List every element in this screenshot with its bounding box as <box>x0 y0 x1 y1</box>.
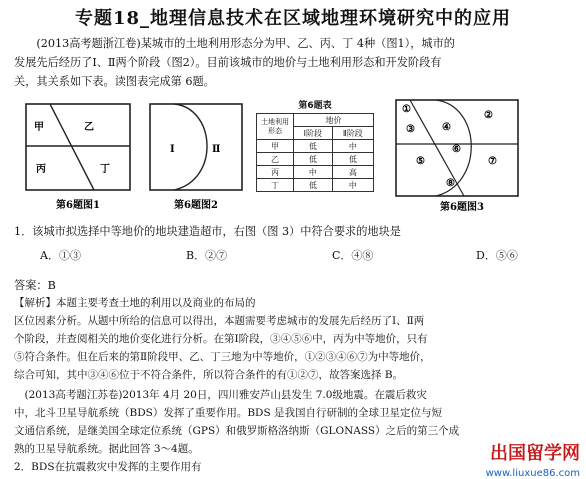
fig2-label: Ⅱ <box>212 144 221 155</box>
table-header-left: 土地利用形态 <box>257 114 294 140</box>
fig3-label: ⑧ <box>446 178 455 189</box>
table-caption: 第6题表 <box>298 101 332 111</box>
table-cell: 甲 <box>257 140 294 153</box>
table-row <box>257 166 374 179</box>
fig3-label: ⑥ <box>452 144 461 155</box>
table-cell: 低 <box>294 153 333 166</box>
watermark-url: www.liuxue86.com <box>485 468 580 479</box>
fig3-label: ⑦ <box>488 156 497 167</box>
question-1: 1．该城市拟选择中等地价的地块建造超市，右图（图 3）中符合要求的地块是 <box>14 225 401 238</box>
land-price-table <box>256 113 374 192</box>
table-cell: 高 <box>332 166 373 179</box>
table-cell: 中 <box>332 140 373 153</box>
fig3-label: ② <box>484 110 493 121</box>
intro-line: 关，其关系如下表。读图表完成第 6题。 <box>14 75 215 88</box>
option-d: D．⑤⑥ <box>476 249 518 262</box>
table-cell: 低 <box>294 140 333 153</box>
option-c: C．④⑧ <box>332 249 374 262</box>
fig1-label: 丁 <box>100 164 110 175</box>
analysis-line: 区位因素分析。从题中所给的信息可以得出，本题需要考虑城市的发展先后经历了Ⅰ、Ⅱ两 <box>14 315 425 327</box>
page-title: 专题18_地理信息技术在区域地理环境研究中的应用 <box>74 8 512 29</box>
intro-paragraph <box>14 34 576 91</box>
analysis-line: 个阶段，并查阅相关的地价变化进行分析。在第Ⅰ阶段，③④⑤⑥中，丙为中等地价，只有 <box>14 333 428 345</box>
analysis-line: ⑤符合条件。但在后来的第Ⅱ阶段甲、乙、丁三地为中等地价，①②③④⑥⑦为中等地价， <box>14 351 431 363</box>
option-a: A．①③ <box>40 249 81 262</box>
fig3-label: ① <box>402 104 411 115</box>
watermark-brand: 出国留学网 <box>490 443 580 464</box>
fig3-label: ④ <box>442 122 451 133</box>
fig3-label: ③ <box>406 124 415 135</box>
table-6 <box>256 98 374 192</box>
table-header-top: 地价 <box>294 114 374 127</box>
fig2-caption: 第6题图2 <box>174 200 218 211</box>
fig1-caption: 第6题图1 <box>56 200 100 211</box>
figure-1 <box>22 100 134 218</box>
passage-line: 中，北斗卫星导航系统（BDS）发挥了重要作用。BDS 是我国自行研制的全球卫星定位与短 <box>14 407 442 419</box>
figure-2 <box>146 100 246 218</box>
fig3-label: ⑤ <box>416 156 425 167</box>
figure-3 <box>392 96 522 218</box>
table-cell: 低 <box>332 153 373 166</box>
question-2: 2．BDS在抗震救灾中发挥的主要作用有 <box>14 461 202 473</box>
table-cell: 丙 <box>257 166 294 179</box>
table-cell: 中 <box>332 179 373 192</box>
fig3-caption: 第6题图3 <box>440 202 484 213</box>
intro-line: (2013高考题浙江卷)某城市的土地利用形态分为甲、乙、丙、丁 4种（图1），城市的 <box>36 37 455 50</box>
table-row <box>257 179 374 192</box>
intro-line: 发展先后经历了Ⅰ、Ⅱ两个阶段（图2）。目前该城市的地价与土地利用形态和开发阶段有 <box>14 56 442 69</box>
table-cell: 低 <box>294 179 333 192</box>
passage-line: 文通信系统，是继美国全球定位系统（GPS）和俄罗斯格洛纳斯（GLONASS）之后的第三个成 <box>14 425 460 437</box>
option-b: B．②⑦ <box>186 249 228 262</box>
fig1-label: 乙 <box>84 122 94 133</box>
table-cell: 中 <box>294 166 333 179</box>
analysis-paragraph <box>14 294 576 384</box>
table-col-header: Ⅱ阶段 <box>332 127 373 140</box>
answer: 答案：B <box>14 279 56 292</box>
passage-line: (2013高考题江苏卷)2013年 4月 20日，四川雅安芦山县发生 7.0级地震。在震后救灾 <box>24 389 427 401</box>
fig1-label: 丙 <box>36 164 46 175</box>
table-col-header: Ⅰ阶段 <box>294 127 333 140</box>
fig2-label: Ⅰ <box>170 144 175 155</box>
analysis-line: 【解析】本题主要考查土地的利用以及商业的布局的 <box>14 297 256 309</box>
fig1-label: 甲 <box>34 122 44 133</box>
table-row <box>257 153 374 166</box>
table-row <box>257 140 374 153</box>
passage-line: 熟的卫星导航系统。据此回答 3～4题。 <box>14 443 199 455</box>
table-cell: 丁 <box>257 179 294 192</box>
table-cell: 乙 <box>257 153 294 166</box>
analysis-line: 综合可知，其中③④⑥位于不符合条件，所以符合条件的有①②⑦，故答案选择 B。 <box>14 369 404 381</box>
